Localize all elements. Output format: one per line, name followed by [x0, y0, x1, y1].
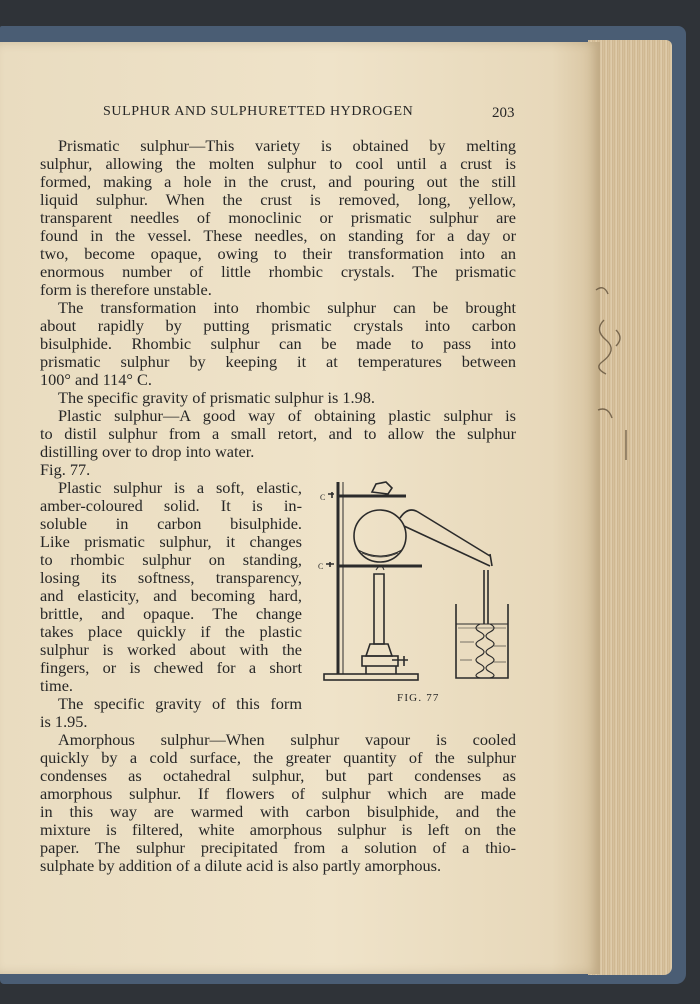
text-line: liquid sulphur. When the crust is removed, long, yellow,: [40, 190, 516, 209]
text-line: fingers, or is chewed for a short: [40, 658, 302, 677]
text-line: takes place quickly if the plastic: [40, 622, 302, 641]
text-line: Plastic sulphur is a soft, elastic,: [58, 478, 302, 497]
svg-text:C: C: [320, 493, 326, 502]
text-line: to distil sulphur from a small retort, and to allow the sulphur: [40, 424, 516, 443]
text-line: losing its softness, transparency,: [40, 568, 302, 587]
text-line: bisulphide. Rhombic sulphur can be made to pass into: [40, 334, 516, 353]
text-line: formed, making a hole in the crust, and pouring out the still: [40, 172, 516, 191]
figure-reference: Fig. 77.: [40, 460, 91, 479]
text-line: Plastic sulphur—A good way of obtaining plastic sulphur is: [58, 406, 516, 425]
text-line: sulphur is worked about with the: [40, 640, 302, 659]
text-line: Prismatic sulphur—This variety is obtained by melting: [58, 136, 516, 155]
text-line: amorphous sulphur. If flowers of sulphur which are made: [40, 784, 516, 803]
text-line: about rapidly by putting prismatic crystals into carbon: [40, 316, 516, 335]
text-line: The transformation into rhombic sulphur can be brought: [58, 298, 516, 317]
text-line: condenses as octahedral sulphur, but part condenses as: [40, 766, 516, 785]
text-line: to rhombic sulphur on standing,: [40, 550, 302, 569]
text-line: mixture is filtered, white amorphous sulphur is left on the: [40, 820, 516, 839]
text-line: found in the vessel. These needles, on standing for a day or: [40, 226, 516, 245]
text-line: Amorphous sulphur—When sulphur vapour is cooled: [58, 730, 516, 749]
text-line: in this way are warmed with carbon bisulphide, and the: [40, 802, 516, 821]
page-edges: [588, 40, 672, 975]
text-line: and elasticity, and becoming hard,: [40, 586, 302, 605]
text-line: amber-coloured solid. It is in-: [40, 496, 302, 515]
text-line: quickly by a cold surface, the greater quantity of the sulphur: [40, 748, 516, 767]
text-line: sulphate by addition of a dilute acid is also partly amorphous.: [40, 856, 442, 875]
running-head-title: SULPHUR AND SULPHURETTED HYDROGEN: [103, 104, 414, 119]
text-line: prismatic sulphur by keeping it at temperatures between: [40, 352, 516, 371]
pencil-marks: [586, 280, 646, 480]
text-line: time.: [40, 676, 74, 695]
text-line: Like prismatic sulphur, it changes: [40, 532, 302, 551]
text-line: The specific gravity of this form: [58, 694, 302, 713]
text-line: transparent needles of monoclinic or prismatic sulphur are: [40, 208, 516, 227]
figure-caption: FIG. 77: [397, 692, 440, 704]
text-line: 100° and 114° C.: [40, 370, 152, 389]
svg-text:C: C: [318, 562, 324, 571]
text-line: two, become opaque, owing to their transformation into an: [40, 244, 516, 263]
retort-apparatus-figure: [318, 474, 516, 688]
text-line: The specific gravity of prismatic sulphur is 1.98.: [58, 388, 375, 407]
text-line: enormous number of little rhombic crystals. The prismatic: [40, 262, 516, 281]
text-line: form is therefore unstable.: [40, 280, 212, 299]
text-line: distilling over to drop into water.: [40, 442, 255, 461]
text-line: sulphur, allowing the molten sulphur to cool until a crust is: [40, 154, 516, 173]
text-line: soluble in carbon bisulphide.: [40, 514, 302, 533]
running-header: [0, 104, 600, 128]
text-line: is 1.95.: [40, 712, 88, 731]
text-line: paper. The sulphur precipitated from a solution of a thio-: [40, 838, 516, 857]
page-number: 203: [492, 105, 515, 121]
text-line: brittle, and opaque. The change: [40, 604, 302, 623]
